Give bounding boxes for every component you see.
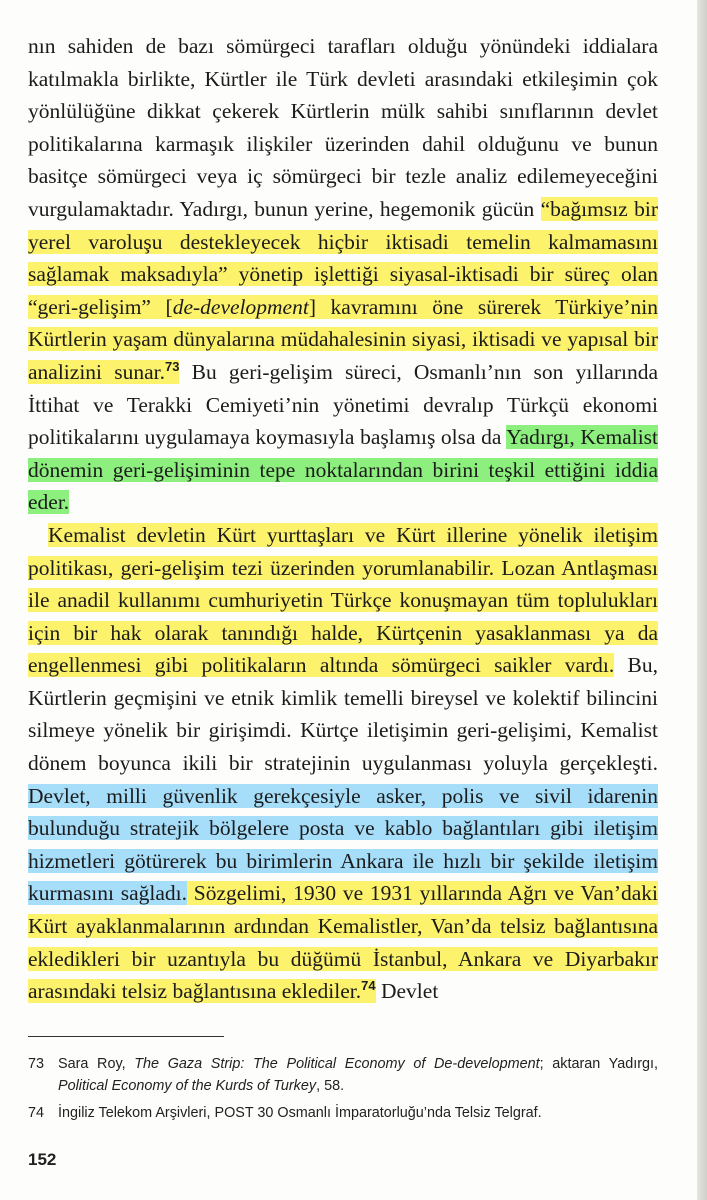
footnote-73 [28,1053,658,1097]
footnote-number: 74 [28,1104,45,1121]
blue-highlight: Devlet, milli güvenlik gerekçesiyle asker, polis ve sivil idarenin bulunduğu stratejik bölgelere posta ve kablo bağlantıları gibi iletişim hizmetleri götürerek bu birimlerin Ankara ile hızlı bir şekilde iletişim kurmasını sağladı. [28,783,658,906]
paragraph-2 [28,519,658,1008]
footnote-run: ; aktaran Yadırgı, [539,1055,659,1072]
footnote-run: Sara Roy, [58,1055,135,1072]
highlight-text: “bağımsız bir yerel varoluşu destekleyecek hiçbir iktisadi temelin kalmamasını sağlamak maksadıyla” yönetip işlettiği siyasal-iktisadi bir süreç olan “geri-gelişim” [ [28,196,658,319]
footnote-text: İngiliz Telekom Arşivleri, POST 30 Osmanlı İmparatorluğu’nda Telsiz Telgraf. [58,1104,542,1121]
text-run: Bu, Kürtlerin geçmişini ve etnik kimlik temelli bireysel ve kolektif bilincini silmeye yönelik bir girişimdi. Kürtçe iletişimin geri-gelişimi, Kemalist dönem boyunca ikili bir stratejinin uygulanması yoluyla gerçekleşti. [28,653,659,776]
italic-term: de-development [172,294,309,319]
footnotes [28,1053,658,1124]
yellow-highlight [28,197,658,384]
footnote-ref-73[interactable]: 73 [164,358,180,374]
text-run: nın sahiden de bazı sömürgeci tarafları olduğu yönündeki iddialara katılmakla birlikte, Kürtler ile Türk devleti arasındaki etkileşimin çok yönlülüğüne dikkat çekerek Kürtlerin mülk sahibi sınıflarının devlet politikalarına karmaşık ilişkiler üzerinden dahil olduğunu ve bunun basitçe sömürgeci veya iç sömürgeci bir tezle analiz edilemeyeceğini vurgulamaktadır. Yadırgı, bunun yerine, hegemonik gücün [28,34,658,221]
highlight-text: ] kavramını öne sürerek Türkiye’nin Kürtlerin yaşam dünyalarına müdahalesinin siyasi, iktisadi ve yapısal bir analizini sunar. [28,294,658,384]
footnote-text [58,1053,658,1097]
text-run: Bu geri-gelişim süreci, Osmanlı’nın son yıllarında İttihat ve Terakki Cemiyeti’nin yönetimi devralıp Türkçü ekonomi politikalarını uygulamaya koymasıyla başlamış olsa da [28,359,658,450]
highlight-text: Sözgelimi, 1930 ve 1931 yıllarında Ağrı ve Van’daki Kürt ayaklanmalarının ardından Kemalistler, Van’da telsiz bağlantısına ekledikleri bir uzantıyla bu düğümü İstanbul, Ankara ve Diyarbakır arasındaki telsiz bağlantısına eklediler. [28,881,658,1004]
book-page [28,30,658,1129]
footnote-run: , 58. [316,1077,345,1094]
body-text [28,30,658,1008]
footnote-74 [28,1102,658,1124]
page-number: 152 [28,1150,57,1169]
footnote-title: The Gaza Strip: The Political Economy of De-development [134,1055,540,1072]
footnote-title: Political Economy of the Kurds of Turkey [58,1077,317,1094]
footnote-ref-74[interactable]: 74 [361,978,376,994]
yellow-highlight: Kemalist devletin Kürt yurttaşları ve Kürt illerine yönelik iletişim politikası, geri-gelişim tezi üzerinden yorumlanabilir. Lozan Antlaşması ile anadil kullanımı cumhuriyetin Türkçe konuşmayan tüm toplulukları için bir hak olarak tanındığı halde, Kürtçenin yasaklanması ya da engellenmesi gibi politikaların altında sömürgeci saikler vardı. [28,522,658,678]
footnote-number: 73 [28,1055,45,1072]
text-run: Devlet [375,979,439,1004]
green-highlight: Yadırgı, Kemalist dönemin geri-gelişiminin tepe noktalarından birini teşkil ettiğini iddia eder. [28,425,659,515]
paragraph-1 [28,30,658,519]
page-edge-shadow [697,0,707,1200]
footnote-separator [28,1036,224,1037]
